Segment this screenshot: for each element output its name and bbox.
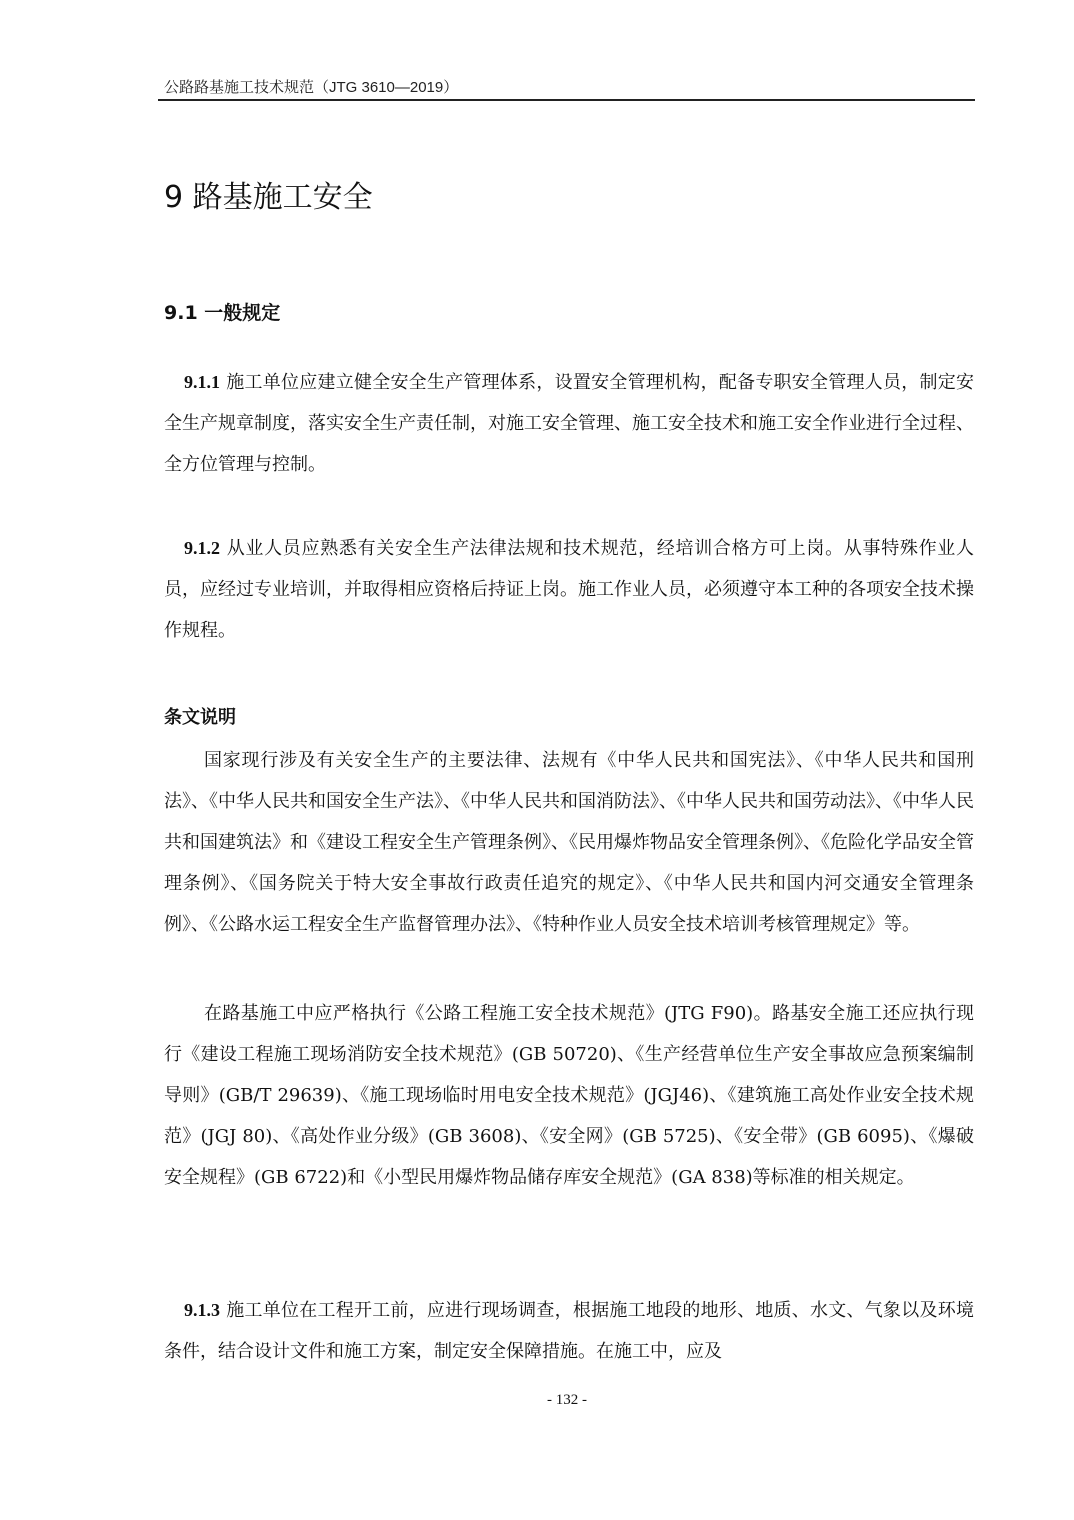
note-paragraph: 国家现行涉及有关安全生产的主要法律、法规有《中华人民共和国宪法》、《中华人民共和国刑法》、《中华人民共和国安全生产法》、《中华人民共和国消防法》、《中华人民共和国劳动法》、《中华人民共和国建筑法》和《建设工程安全生产管理条例》、《民用爆炸物品安全管理条例》、《危险化学品安全管理条例》、《国务院关于特大安全事故行政责任追究的规定》、《中华人民共和国内河交通安全管理条例》、《公路水运工程安全生产监督管理办法》、《特种作业人员安全技术培训考核管理规定》等。	[164, 750, 974, 935]
clause-9-1-2	[164, 528, 974, 651]
running-header: 公路路基施工技术规范（JTG 3610—2019）	[164, 79, 459, 96]
clause-9-1-1	[164, 362, 974, 485]
clause-text: 从业人员应熟悉有关安全生产法律法规和技术规范，经培训合格方可上岗。从事特殊作业人员，应经过专业培训，并取得相应资格后持证上岗。施工作业人员，必须遵守本工种的各项安全技术操作规程。	[164, 538, 974, 641]
clause-9-1-3	[164, 1290, 974, 1372]
section-title: 9.1 一般规定	[164, 302, 281, 324]
clause-text: 施工单位应建立健全安全生产管理体系，设置安全管理机构，配备专职安全管理人员，制定安全生产规章制度，落实安全生产责任制，对施工安全管理、施工安全技术和施工安全作业进行全过程、全方位管理与控制。	[164, 372, 974, 475]
clause-number: 9.1.1	[184, 372, 220, 392]
clause-number: 9.1.3	[184, 1300, 220, 1320]
note-paragraph: 在路基施工中应严格执行《公路工程施工安全技术规范》(JTG F90)。路基安全施工还应执行现行《建设工程施工现场消防安全技术规范》(GB 50720)、《生产经营单位生产安全事故应急预案编制导则》(GB/T 29639)、《施工现场临时用电安全技术规范》(JGJ46)、《建筑施工高处作业安全技术规范》(JGJ 80)、《高处作业分级》(GB 3608)、《安全网》(GB 5725)、《安全带》(GB 6095)、《爆破安全规程》(GB 6722)和《小型民用爆炸物品储存库安全规范》(GA 838)等标准的相关规定。	[164, 1003, 974, 1188]
note-title: 条文说明	[164, 707, 236, 728]
header-rule	[158, 99, 975, 101]
clause-text: 施工单位在工程开工前，应进行现场调查，根据施工地段的地形、地质、水文、气象以及环境条件，结合设计文件和施工方案，制定安全保障措施。在施工中，应及	[164, 1300, 974, 1362]
clause-number: 9.1.2	[184, 538, 220, 558]
chapter-title: 9 路基施工安全	[164, 180, 373, 215]
page-number: - 132 -	[547, 1392, 587, 1408]
